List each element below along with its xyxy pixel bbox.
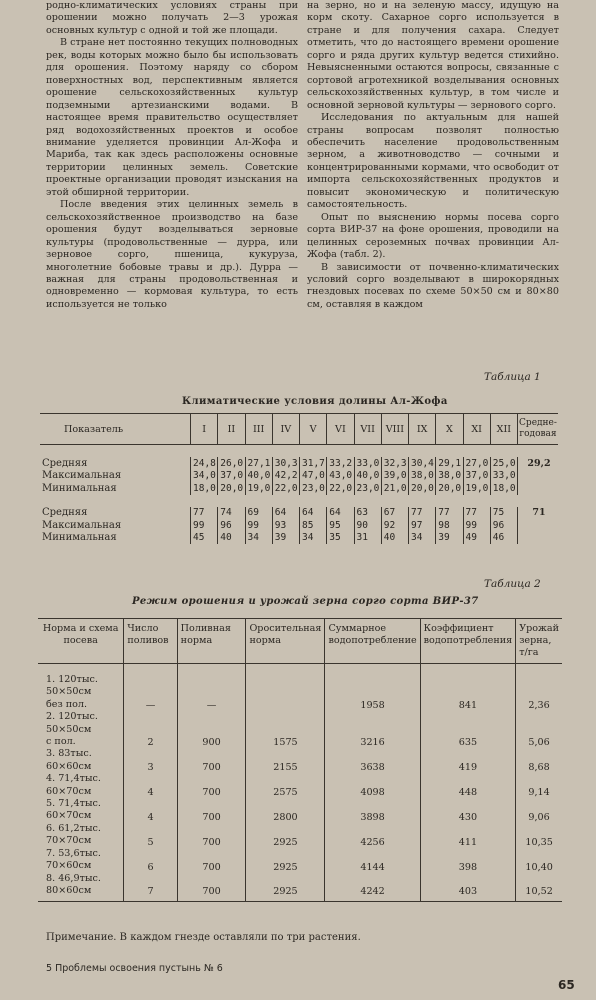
cell: 1575 (246, 711, 325, 748)
page-number: 65 (558, 978, 575, 992)
header-cell: Показатель (40, 414, 191, 445)
cell: 27,0 (463, 457, 490, 470)
cell: 4242 (325, 873, 420, 902)
table-row (38, 748, 562, 773)
norm-line: 50×50см (46, 686, 92, 698)
spacer (40, 445, 558, 458)
cell: 22,0 (327, 482, 354, 495)
norm-cell (38, 798, 124, 823)
cell: 3638 (325, 748, 420, 773)
table-row (40, 482, 558, 495)
header-cell: II (218, 414, 245, 445)
avg-cell: 71 (518, 507, 559, 520)
cell: 93 (272, 519, 299, 532)
footer-text: 5 Проблемы освоения пустынь № 6 (46, 963, 223, 974)
norm-line: без пол. (46, 698, 88, 710)
cell: 47,0 (300, 470, 327, 483)
cell: 2155 (246, 748, 325, 773)
table-row (40, 507, 558, 520)
cell: 85 (300, 519, 327, 532)
cell: 635 (420, 711, 516, 748)
cell: 49 (463, 532, 490, 545)
cell: 700 (177, 773, 246, 798)
header-cell: XI (463, 414, 490, 445)
header-cell: Оросительная норма (246, 619, 325, 664)
cell: 26,0 (218, 457, 245, 470)
cell: 34 (409, 532, 436, 545)
norm-cell (38, 748, 124, 773)
cell: 20,0 (218, 482, 245, 495)
cell: 67 (381, 507, 408, 520)
left-text-column (46, 0, 298, 311)
cell: 700 (177, 748, 246, 773)
cell: 29,1 (436, 457, 463, 470)
norm-line: 5. 71,4тыс. (46, 798, 101, 810)
avg-cell (518, 532, 559, 545)
cell: 4098 (325, 773, 420, 798)
cell: 77 (191, 507, 218, 520)
row-label: Средняя (42, 507, 88, 519)
cell: 40,0 (245, 470, 272, 483)
cell: 2925 (246, 873, 325, 902)
cell: 20,0 (409, 482, 436, 495)
table-row (38, 711, 562, 748)
cell: 24,8 (191, 457, 218, 470)
header-cell: III (245, 414, 272, 445)
cell: 92 (381, 519, 408, 532)
cell: 30,4 (409, 457, 436, 470)
climate-table (40, 413, 558, 544)
cell: 10,40 (516, 848, 562, 873)
cell: 20,0 (436, 482, 463, 495)
norm-cell (38, 664, 124, 712)
norm-line: с пол. (46, 736, 76, 748)
norm-cell (38, 873, 124, 902)
cell: 30,3 (272, 457, 299, 470)
cell: 23,0 (354, 482, 381, 495)
table2-caption: Таблица 2 (484, 578, 541, 590)
cell: 5,06 (516, 711, 562, 748)
cell: 2 (124, 711, 177, 748)
header-cell: IX (409, 414, 436, 445)
cell: 64 (272, 507, 299, 520)
cell: 64 (300, 507, 327, 520)
norm-line: 4. 71,4тыс. (46, 773, 101, 785)
header-cell: Число поливов (124, 619, 177, 664)
cell: 98 (436, 519, 463, 532)
header-cell: VII (354, 414, 381, 445)
cell: 4144 (325, 848, 420, 873)
cell: 99 (463, 519, 490, 532)
cell: 34 (300, 532, 327, 545)
cell: 77 (409, 507, 436, 520)
cell: 4 (124, 773, 177, 798)
cell: 448 (420, 773, 516, 798)
row-label: Максимальная (42, 519, 122, 531)
header-cell: I (191, 414, 218, 445)
paragraph: В зависимости от почвенно-климатических условий сорго возделывают в широкорядных гнездовых посевах по схеме 50×50 см и 80×80 см, оставляя в каждом (307, 261, 559, 310)
norm-line: 60×70см (46, 810, 92, 822)
header-cell: IV (272, 414, 299, 445)
cell: 2800 (246, 798, 325, 823)
header-cell: X (436, 414, 463, 445)
cell: 6 (124, 848, 177, 873)
cell: 18,0 (490, 482, 517, 495)
norm-line: 60×60см (46, 760, 92, 772)
norm-line: 60×70см (46, 785, 92, 797)
cell: 31 (354, 532, 381, 545)
cell: 45 (191, 532, 218, 545)
table-header-row (38, 619, 562, 664)
cell: 38,0 (409, 470, 436, 483)
header-cell: Коэффициент водопотребления (420, 619, 516, 664)
header-cell: Поливная норма (177, 619, 246, 664)
cell: 10,52 (516, 873, 562, 902)
paragraph: Опыт по выяснению нормы посева сорго сорта ВИР-37 на фоне орошения, проводили на целинных сероземных почвах провинции Ал-Жофа (табл. 2). (307, 211, 559, 261)
norm-cell (38, 823, 124, 848)
table-row (38, 848, 562, 873)
norm-line: 70×60см (46, 860, 92, 872)
cell: 96 (490, 519, 517, 532)
cell: 33,0 (354, 457, 381, 470)
cell: 3 (124, 748, 177, 773)
cell: 32,3 (381, 457, 408, 470)
norm-line: 2. 120тыс. (46, 711, 98, 723)
norm-cell (38, 848, 124, 873)
cell: 37,0 (463, 470, 490, 483)
cell: 2925 (246, 823, 325, 848)
cell: 4 (124, 798, 177, 823)
norm-line: 80×60см (46, 884, 92, 896)
cell: 27,1 (245, 457, 272, 470)
cell: 841 (420, 664, 516, 712)
avg-cell (518, 519, 559, 532)
cell: 39,0 (381, 470, 408, 483)
cell: 700 (177, 823, 246, 848)
norm-line: 6. 61,2тыс. (46, 822, 101, 834)
cell: 75 (490, 507, 517, 520)
paragraph: В стране нет постоянно текущих полноводных рек, воды которых можно было бы использовать для орошения. Поэтому наряду со сбором поверхностных вод, перспективным является орошение сельскохозяйственных культур подземными артезианскими водами. В настоящее время правительство осуществляет ряд водохозяйственных проектов и особое внимание уделяется провинции Ал-Жофа и Мариба, так как здесь расположены основные территории целинных земель. Советские проектные организации проводят изыскания на этой обширной территории. (46, 37, 298, 198)
table-row (40, 519, 558, 532)
table-row (38, 664, 562, 712)
cell: 96 (218, 519, 245, 532)
cell: 43,0 (327, 470, 354, 483)
right-text-column (307, 0, 559, 311)
table-row (38, 798, 562, 823)
cell: 19,0 (463, 482, 490, 495)
row-label: Минимальная (42, 482, 117, 494)
cell: 42,2 (272, 470, 299, 483)
cell: 3216 (325, 711, 420, 748)
cell: 97 (409, 519, 436, 532)
cell: 10,35 (516, 823, 562, 848)
cell: 35 (327, 532, 354, 545)
avg-cell (518, 482, 559, 495)
table-row (40, 470, 558, 483)
cell: 21,0 (381, 482, 408, 495)
cell: 7 (124, 873, 177, 902)
header-cell: Урожай зерна, т/га (516, 619, 562, 664)
norm-cell (38, 711, 124, 748)
cell: 2925 (246, 848, 325, 873)
row-label: Средняя (42, 457, 88, 469)
cell: 63 (354, 507, 381, 520)
cell: 5 (124, 823, 177, 848)
cell: 700 (177, 848, 246, 873)
header-cell: VI (327, 414, 354, 445)
header-cell: XII (490, 414, 517, 445)
cell: 38,0 (436, 470, 463, 483)
cell: — (177, 664, 246, 712)
cell (246, 664, 325, 712)
row-label: Минимальная (42, 532, 117, 544)
cell: 398 (420, 848, 516, 873)
table-note: Примечание. В каждом гнезде оставляли по три растения. (46, 932, 361, 943)
header-cell: Норма и схема посева (38, 619, 124, 664)
cell: 33,2 (327, 457, 354, 470)
cell: 411 (420, 823, 516, 848)
cell: 700 (177, 798, 246, 823)
cell: 8,68 (516, 748, 562, 773)
cell: 33,0 (490, 470, 517, 483)
cell: 23,0 (300, 482, 327, 495)
cell: 419 (420, 748, 516, 773)
cell: — (124, 664, 177, 712)
irrigation-table (38, 618, 562, 902)
table2-title: Режим орошения и урожай зерна сорго сорта ВИР-37 (132, 596, 479, 607)
cell: 39 (272, 532, 299, 545)
cell: 2,36 (516, 664, 562, 712)
norm-line: 50×50см (46, 723, 92, 735)
table-row (40, 457, 558, 470)
norm-line: 8. 46,9тыс. (46, 872, 101, 884)
norm-cell (38, 773, 124, 798)
cell: 99 (191, 519, 218, 532)
cell: 40 (381, 532, 408, 545)
norm-line: 3. 83тыс. (46, 748, 92, 760)
table-row (38, 773, 562, 798)
cell: 99 (245, 519, 272, 532)
paragraph: После введения этих целинных земель в сельскохозяйственное производство на базе орошения будут возделываться зерновые культуры (продовольственные — дурра, или зерновое сорго, пшеница, кукуруза, многолетние бобовые травы и др.). Дурра — важная для страны продовольственная и одновременно — кормовая культура, то есть используется не только (46, 199, 298, 310)
paragraph: Исследования по актуальным для нашей страны вопросам позволят полностью обеспечить население продовольственным зерном, а животноводство — сочными и концентрированными кормами, что освободит от импорта сельскохозяйственных продуктов и повысит экономическую и политическую самостоятельность. (307, 112, 559, 211)
table-header-row (40, 414, 558, 445)
cell: 18,0 (191, 482, 218, 495)
norm-line: 1. 120тыс. (46, 674, 98, 685)
cell: 2575 (246, 773, 325, 798)
cell: 9,06 (516, 798, 562, 823)
cell: 700 (177, 873, 246, 902)
row-label: Максимальная (42, 470, 122, 482)
cell: 25,0 (490, 457, 517, 470)
header-cell: Средне-годовая (518, 414, 559, 445)
cell: 77 (463, 507, 490, 520)
paragraph: на зерно, но и на зеленую массу, идущую на корм скоту. Сахарное сорго используется в стране и для получения сахара. Следует отметить, что до настоящего времени орошение сорго и ряда других культур ведется стихийно. Невыясненными остаются вопросы, связанные с сортовой агротехникой возделывания основных сельскохозяйственных культур, в том числе и основной зерновой культуры — зернового сорго. (307, 0, 559, 111)
table-row (40, 532, 558, 545)
table1-caption: Таблица 1 (484, 371, 541, 383)
cell: 34 (245, 532, 272, 545)
cell: 46 (490, 532, 517, 545)
cell: 900 (177, 711, 246, 748)
avg-cell: 29,2 (518, 457, 559, 470)
cell: 40,0 (354, 470, 381, 483)
cell: 22,0 (272, 482, 299, 495)
header-cell: VIII (381, 414, 408, 445)
cell: 90 (354, 519, 381, 532)
header-cell: Суммарное водопотребление (325, 619, 420, 664)
cell: 77 (436, 507, 463, 520)
cell: 37,0 (218, 470, 245, 483)
cell: 19,0 (245, 482, 272, 495)
cell: 39 (436, 532, 463, 545)
cell: 69 (245, 507, 272, 520)
cell: 3898 (325, 798, 420, 823)
cell: 1958 (325, 664, 420, 712)
norm-line: 70×70см (46, 835, 92, 847)
norm-line: 7. 53,6тыс. (46, 847, 101, 859)
cell: 430 (420, 798, 516, 823)
table-row (38, 873, 562, 902)
cell: 403 (420, 873, 516, 902)
header-cell: V (300, 414, 327, 445)
spacer (40, 495, 558, 507)
cell: 9,14 (516, 773, 562, 798)
cell: 31,7 (300, 457, 327, 470)
cell: 40 (218, 532, 245, 545)
avg-cell (518, 470, 559, 483)
cell: 34,0 (191, 470, 218, 483)
paragraph: родно-климатических условиях страны при орошении можно получать 2—3 урожая основных культур с одной и той же площади. (46, 0, 298, 36)
cell: 64 (327, 507, 354, 520)
table1-title: Климатические условия долины Ал-Жофа (182, 396, 448, 407)
cell: 95 (327, 519, 354, 532)
table-row (38, 823, 562, 848)
cell: 4256 (325, 823, 420, 848)
cell: 74 (218, 507, 245, 520)
